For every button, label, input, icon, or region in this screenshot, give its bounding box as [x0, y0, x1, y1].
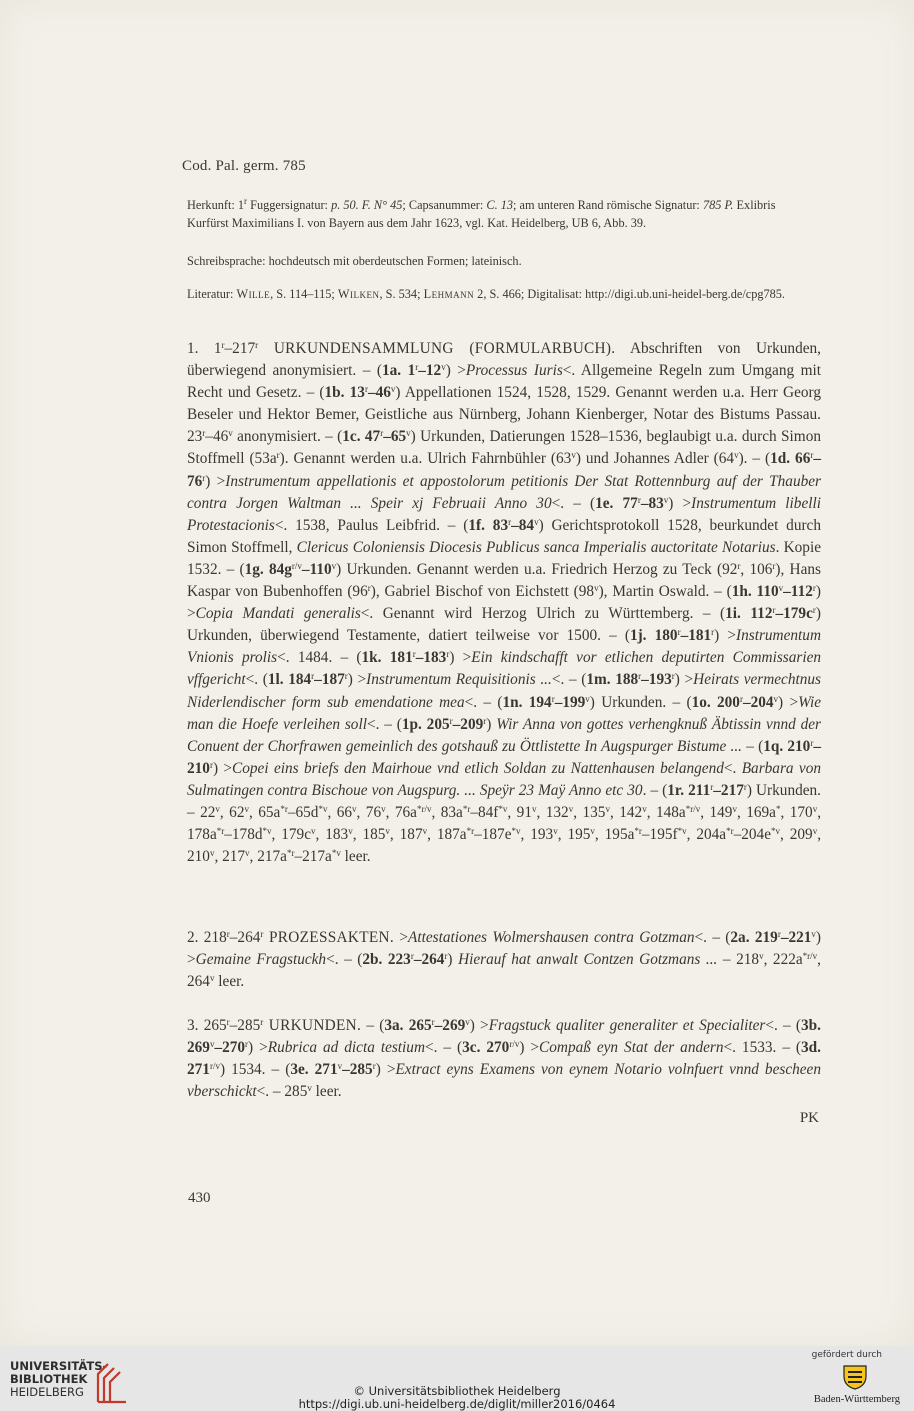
entry-1-urkundensammlung: 1. 1$^r$–217$^r$ URKUNDENSAMMLUNG (FORMULARBUCH). Abschriften von Urkunden, überwiegend anonymisiert. – (1a. $1^r-12^v$) >Processus Iuris<. Allgemeine Regeln zum Umgang mit Recht und Gesetz. – (1b. 13$^r$–46$^v$) Appellationen 1524, 1528, 1529. Genannt werden u.a. Herr Georg Beseler und Hektor Bemer, Geistliche aus Nürnberg, Johann Kienberger, Notar des Bistums Passau. 23$^r$–46$^v$ anonymisiert. – (1c. 47$^r$–65$^v$) Urkunden, Datierungen 1528–1536, beglaubigt u.a. durch Simon Stoffmell $(53a^r)$. Genannt werden u.a. Ulrich Fahrnbühler (63$^v$) und Johannes Adler (64$^v$). – (1d. $66^r-76^r$) >Instrumentum appellationis et appostolorum petitionis Der Stat Rottennburg auf der Thauber contra Jorgen Waltman ... Speir xj Februaii Anno 30<. – (1e. $77^r-83^v$) >Instrumentum libelli Protestacionis<. 1538, Paulus Leibfrid. – (1f. 83$^r$–84$^v$) Gerichtsprotokoll 1528, beurkundet durch Simon Stoffmell, Clericus Coloniensis Diocesis Publicus sanca Imperialis auctoritate Notarius. Kopie 1532. – (1g. $84g^{r/v}-110^v$) Urkunden. Genannt werden u.a. Friedrich Herzog zu Teck (92$^r$, 106$^r$), Hans Kaspar von Bubenhoffen (96$^r$), Gabriel Bischof von Eichstett (98$^v$), Martin Oswald. – (1h. $110^v-112^r$) >Copia Mandati generalis<. Genannt wird Herzog Ulrich zu Württemberg. – (1i. $112^r-179c^r$) Urkunden, überwiegend Testamente, datiert teilweise vor 1500. – (1j. $180^r-181^r$) >Instrumentum Vnionis prolis<. 1484. – (1k. $181^r-183^r) >Ein$ kindschafft vor etlichen deputirten Commissarien vffgericht<. (1l. $184^r-187^r$) >Instrumentum Requisitionis ...<. – (1m. $188^r-193^r$) >Heirats vermechtnus Niderlendischer form sub emendatione mea<. – (1n. 194$^r$–199$^v$) Urkunden. – (1o. $200^r-204^v) >Wie$ man die Hoefe verleihen soll<. – (1p. 205$^r$–209$^r$) Wir Anna von gottes verhengknuß Äbtissin vnnd der Conuent der Chorfrawen gemeinlich des gotshauß zu Öttlistette In Augspurger Bistume ... – (1q. $210^r-210^r$) >Copei eins briefs den Mairhoue vnd etlich Soldan zu Nattenhausen belangend<. Barbara von Sulmatingen contra Bischoue von Augspurg. ... Speÿr 23 Maÿ Anno etc 30. – (1r. 211$^r$–217$^r$) Urkunden. – 22$^v$, 62$^v$, $65a^{*r}-65d^{*v}$, 66$^v$, 76$^v$, $76a^{*r/v}$, $83a^{*r}-84f^{*v}$, 91$^v$, 132$^v$, 135$^v$, 142$^v$, $148a^{*r/v}$, 149$^v$, 169a*, 170$^v$, $178a^{*r}-178d^{*v}$, $179c^v$, 183$^v$, 185$^v$, 187$^v$, $187a^{*r}-187e^{*v}$, 193$^v$, 195$^v$, $195a^{*r}-195f^{*v}$, $204a^{*r}-204e^{*v}$, 209$^v$, 210$^v$, 217$^v$, $217a^{*r}-217a^{*v}$ leer.	[187, 340, 822, 866]
folio-number: –195f	[641, 826, 678, 844]
folio-number: , 179c	[271, 826, 311, 844]
folio-number: , 62	[219, 803, 245, 821]
folio-number: , 195	[557, 826, 591, 844]
folio-number: , 217	[214, 848, 246, 866]
folio-side: v	[605, 803, 610, 814]
folio-side: v	[568, 803, 574, 814]
folio-side: *v	[331, 848, 341, 859]
folio-side: *v	[771, 826, 780, 837]
folio-side: *r	[462, 803, 471, 814]
folio-side: v	[812, 826, 818, 837]
folio-side: v	[348, 826, 353, 837]
entry-2-prozessakten: 2. 218$^r$–264$^r$ PROZESSAKTEN. >Attestationes Wolmershausen contra Gotzman<. – (2a. $219^r-221^v$) >Gemaine Fragstuckh<. – (2b. 223$^r$–264$^r$) Hierauf hat anwalt Contzen Gotzmans ... – 218$^v$, $222a^{*r/v}$, 264$^v$ leer.	[187, 929, 822, 991]
folio-side: v	[245, 848, 250, 859]
folio-number: leer.	[340, 848, 371, 866]
entry-title: PROZESSAKTEN.	[263, 929, 395, 946]
entry-title: URKUNDEN.	[263, 1017, 362, 1034]
folio-side: v	[553, 826, 558, 837]
folio-side: *r	[286, 848, 295, 859]
folio-side: *r	[466, 826, 475, 837]
folio-side: v	[531, 803, 537, 814]
folio-side: v	[590, 826, 595, 837]
funder-name: Baden-Württemberg	[813, 1394, 900, 1405]
viewer-footer	[0, 1346, 914, 1411]
running-head: Cod. Pal. germ. 785	[182, 158, 306, 174]
folio-number: –187e	[474, 826, 512, 844]
folio-side: *r	[280, 803, 288, 814]
folio-number: –65d	[287, 803, 319, 821]
folio-side: *r	[216, 826, 225, 837]
folio-side: *r/v	[685, 803, 701, 814]
folio-side: *r/v	[416, 803, 432, 814]
folio-side: v	[732, 803, 737, 814]
leer-folio-list	[187, 804, 821, 865]
folio-number: , 210	[187, 826, 822, 866]
copyright-notice: © Universitätsbibliothek Heidelberg	[353, 1384, 561, 1398]
meta-literatur: Literatur: Wille, S. 114–115; Wilken, S. 534; Lehmann 2, S. 466; Digitalisat: http://digi.ub.uni-heidel-berg.de/cpg785.	[187, 287, 786, 301]
folio-number: , 91	[507, 803, 532, 821]
folio-side: v	[215, 803, 220, 814]
folio-number: , 149	[700, 803, 733, 821]
folio-side: *v	[262, 826, 272, 837]
meta-schreibsprache: Schreibsprache: hochdeutsch mit oberdeutschen Formen; lateinisch.	[187, 254, 522, 268]
folio-side: v	[311, 826, 316, 837]
entry-3-urkunden: 3. 265$^r$–285$^r$ URKUNDEN. – (3a. $265^r-269^v$) >Fragstuck qualiter generaliter et Specialiter<. – (3b. $269^v-270^r$) >Rubrica ad dicta testium<. – (3c. $270^{r/v}$) >Compaß eyn Stat der andern<. 1533. – (3d. $271^{r/v}$) 1534. – (3e. $271^v-285^r$) >Extract eyns Examens von eynem Notario volnfuert vnnd bescheen vberschickt<. – 285$^v$ leer.	[187, 1017, 822, 1101]
folio-number: –84f	[470, 803, 499, 821]
folio-side: *v	[511, 826, 521, 837]
folio-side: v	[209, 848, 215, 859]
permalink-url[interactable]: https://digi.ub.uni-heidelberg.de/diglit/miller2016/0464	[298, 1397, 616, 1411]
folio-number: , 193	[520, 826, 554, 844]
folio-side: v	[352, 803, 357, 814]
folio-side: v	[422, 826, 428, 837]
folio-number: , 170	[780, 803, 813, 821]
folio-number: , 183	[315, 826, 349, 844]
entry-title: URKUNDENSAMMLUNG (FORMULARBUCH).	[258, 340, 616, 357]
folio-number: , 204a	[686, 826, 727, 844]
folio-number: , 187	[389, 826, 423, 844]
folio-side: v	[244, 803, 249, 814]
folio-side: *v	[318, 803, 328, 814]
folio-side: v	[642, 803, 647, 814]
folio-number: , 83a	[431, 803, 463, 821]
folio-number: , 135	[573, 803, 606, 821]
folio-number: , 148a	[646, 803, 686, 821]
baden-wuerttemberg-crest-icon	[840, 1362, 870, 1390]
page-number: 430	[188, 1190, 211, 1206]
folio-number: , 142	[609, 803, 643, 821]
folio-side: v	[381, 803, 386, 814]
funded-by-label: gefördert durch	[811, 1350, 882, 1360]
folio-number: , 195a	[594, 826, 635, 844]
folio-side: v	[385, 826, 390, 837]
folio-number: , 178a	[187, 803, 822, 844]
folio-number: , 66	[327, 803, 353, 821]
folio-number: , 132	[536, 803, 569, 821]
folio-number: , 65a	[248, 803, 281, 821]
folio-side: *v	[498, 803, 508, 814]
folio-number: –204e	[733, 826, 771, 844]
folio-side: *v	[677, 826, 687, 837]
author-initials: PK	[799, 1110, 819, 1126]
folio-side: *r	[726, 826, 734, 837]
folio-side: *r	[634, 826, 642, 837]
folio-number: , 76	[356, 803, 382, 821]
folio-number: , 209	[780, 826, 813, 844]
meta-herkunft: Herkunft: 1$^r$ Fuggersignatur: p. 50. F. N° 45; Capsanummer: C. 13; am unteren Rand römische Signatur: 785 P. Exlibris Kurfürst Maximilians I. von Bayern aus dem Jahr 1623, vgl. Kat. Heidelberg, UB 6, Abb. 39.	[187, 196, 776, 230]
folio-side: v	[812, 803, 818, 814]
folio-side: *	[775, 803, 781, 814]
folio-number: , 169a	[736, 803, 776, 821]
folio-number: , 187a	[427, 826, 467, 844]
folio-number: , 185	[352, 826, 386, 844]
ub-heidelberg-wordmark[interactable]: UNIVERSITÄTS- BIBLIOTHEK HEIDELBERG	[10, 1359, 108, 1399]
folio-number: –178d	[224, 826, 263, 844]
folio-number: , 217a	[249, 848, 287, 866]
folio-number: , 76a	[385, 803, 417, 821]
folio-number: –217a	[294, 848, 332, 866]
